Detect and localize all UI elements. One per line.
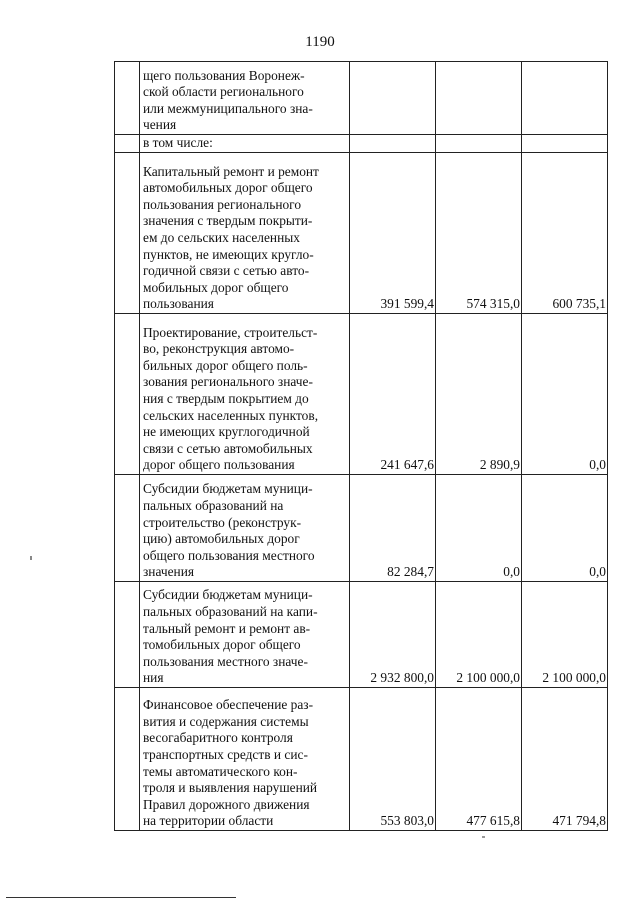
amount-cell-year-1: 391 599,4 xyxy=(350,153,436,314)
item-name-line: Правил дорожного движения xyxy=(143,796,310,812)
row-marker-cell xyxy=(115,135,140,153)
table-row xyxy=(115,62,608,135)
page-number: 1190 xyxy=(305,34,335,50)
item-name-line: ем до сельских населенных xyxy=(143,230,300,246)
amount-cell-year-2 xyxy=(436,62,522,135)
amount-cell-year-1 xyxy=(350,135,436,153)
item-name-line: бильных дорог общего поль- xyxy=(143,357,308,373)
item-name-line: вития и содержания системы xyxy=(143,713,309,729)
item-name-line: щего пользования Воронеж- xyxy=(143,67,305,83)
amount-cell-year-3: 600 735,1 xyxy=(522,153,608,314)
amount-cell-year-3: 471 794,8 xyxy=(522,688,608,831)
item-name-line: темы автоматического кон- xyxy=(143,763,298,779)
item-name-line: троля и выявления нарушений xyxy=(143,780,318,796)
item-name-line: тальный ремонт и ремонт ав- xyxy=(143,620,311,636)
item-name-cell xyxy=(140,135,350,153)
amount-cell-year-1: 82 284,7 xyxy=(350,475,436,582)
item-name-line: зования регионального значе- xyxy=(143,374,313,390)
item-name-line: во, реконструкция автомо- xyxy=(143,341,295,357)
amount-cell-year-3: 2 100 000,0 xyxy=(522,582,608,688)
item-name-line: пунктов, не имеющих кругло- xyxy=(143,246,314,262)
item-name-line: ния xyxy=(143,670,164,686)
item-name-line: на территории области xyxy=(143,813,274,829)
amount-cell-year-2: 0,0 xyxy=(436,475,522,582)
amount-cell-year-2 xyxy=(436,135,522,153)
item-name-line: Субсидии бюджетам муници- xyxy=(143,481,313,497)
table-row xyxy=(115,153,608,314)
item-name-cell xyxy=(140,688,350,831)
table-row xyxy=(115,582,608,688)
item-name-line: значения с твердым покрыти- xyxy=(143,213,313,229)
amount-cell-year-1: 553 803,0 xyxy=(350,688,436,831)
item-name-line: ния с твердым покрытием до xyxy=(143,391,309,407)
item-name-line: пользования местного значе- xyxy=(143,653,308,669)
budget-table-body xyxy=(115,62,608,831)
item-name-line: сельских населенных пунктов, xyxy=(143,407,319,423)
table-row xyxy=(115,135,608,153)
item-name-line: или межмуниципального зна- xyxy=(143,100,313,116)
amount-cell-year-2: 2 890,9 xyxy=(436,314,522,475)
amount-cell-year-1: 241 647,6 xyxy=(350,314,436,475)
amount-cell-year-2: 574 315,0 xyxy=(436,153,522,314)
footer-rule xyxy=(6,897,236,898)
amount-cell-year-3 xyxy=(522,135,608,153)
item-name-line: пользования xyxy=(143,296,214,312)
item-name-line: общего пользования местного xyxy=(143,547,315,563)
item-name-line: связи с сетью автомобильных xyxy=(143,440,313,456)
item-name-line: мобильных дорог общего xyxy=(143,279,289,295)
scan-artifact xyxy=(30,556,32,560)
item-name-line: ской области регионального xyxy=(143,84,304,100)
row-marker-cell xyxy=(115,582,140,688)
row-marker-cell xyxy=(115,153,140,314)
item-name-line: строительство (реконструк- xyxy=(143,514,302,530)
item-name-line: Финансовое обеспечение раз- xyxy=(143,697,314,713)
row-marker-cell xyxy=(115,62,140,135)
row-marker-cell xyxy=(115,688,140,831)
amount-cell-year-1: 2 932 800,0 xyxy=(350,582,436,688)
budget-table xyxy=(114,61,608,831)
item-name-line: автомобильных дорог общего xyxy=(143,180,313,196)
table-row xyxy=(115,688,608,831)
item-name-line: весогабаритного контроля xyxy=(143,730,293,746)
row-marker-cell xyxy=(115,314,140,475)
item-name-line: Субсидии бюджетам муници- xyxy=(143,587,313,603)
item-name-line: в том числе: xyxy=(143,135,213,151)
item-name-line: пользования регионального xyxy=(143,196,302,212)
item-name-line: транспортных средств и сис- xyxy=(143,747,308,763)
table-row xyxy=(115,475,608,582)
item-name-line: пальных образований на xyxy=(143,498,284,514)
item-name-line: пальных образований на капи- xyxy=(143,604,318,620)
amount-cell-year-3: 0,0 xyxy=(522,475,608,582)
item-name-line: чения xyxy=(143,117,177,133)
item-name-line: не имеющих круглогодичной xyxy=(143,424,310,440)
item-name-line: дорог общего пользования xyxy=(143,457,295,473)
item-name-line: значения xyxy=(143,564,195,580)
item-name-line: цию) автомобильных дорог xyxy=(143,531,300,547)
amount-cell-year-2: 2 100 000,0 xyxy=(436,582,522,688)
item-name-cell xyxy=(140,475,350,582)
item-name-line: томобильных дорог общего xyxy=(143,637,301,653)
item-name-line: Капитальный ремонт и ремонт xyxy=(143,163,319,179)
item-name-cell xyxy=(140,153,350,314)
item-name-cell xyxy=(140,314,350,475)
item-name-line: Проектирование, строительст- xyxy=(143,324,318,340)
amount-cell-year-3: 0,0 xyxy=(522,314,608,475)
table-row xyxy=(115,314,608,475)
item-name-cell xyxy=(140,582,350,688)
amount-cell-year-2: 477 615,8 xyxy=(436,688,522,831)
item-name-cell xyxy=(140,62,350,135)
amount-cell-year-3 xyxy=(522,62,608,135)
scan-artifact xyxy=(482,836,485,838)
item-name-line: годичной связи с сетью авто- xyxy=(143,263,310,279)
row-marker-cell xyxy=(115,475,140,582)
amount-cell-year-1 xyxy=(350,62,436,135)
